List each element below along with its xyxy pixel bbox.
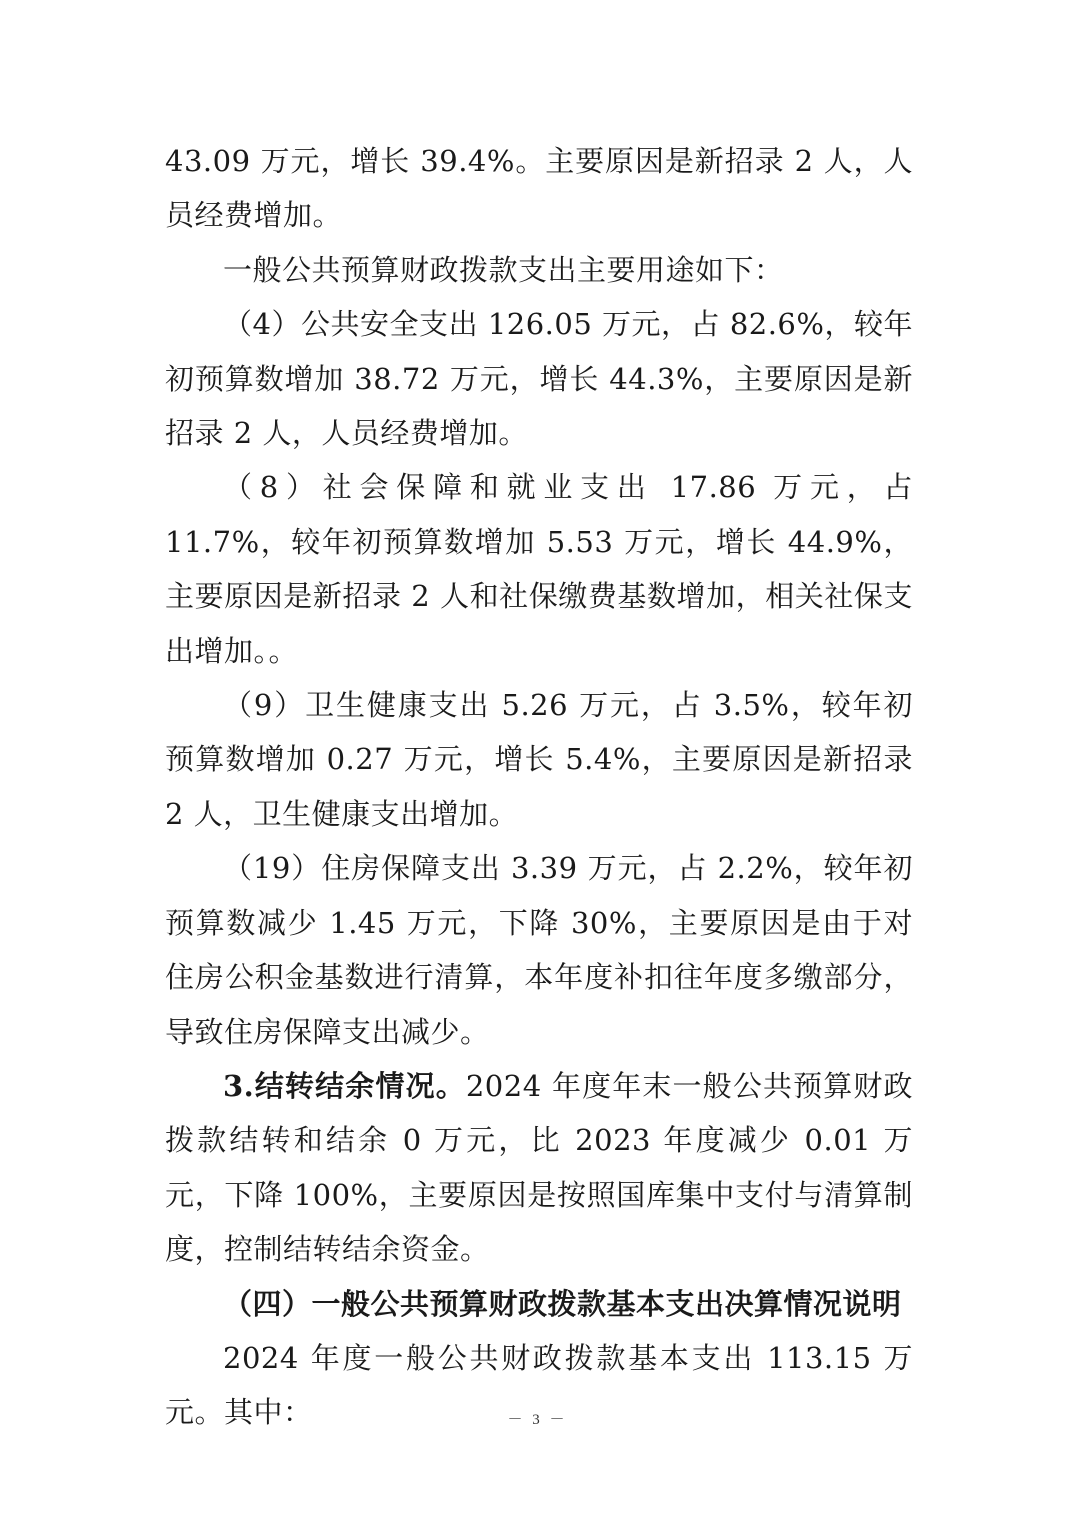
paragraph-continuation: 43.09 万元，增长 39.4%。主要原因是新招录 2 人，人员经费增加。: [165, 144, 913, 233]
paragraph-basic-expenditure: 2024 年度一般公共财政拨款基本支出 113.15 万元。其中：: [165, 1340, 913, 1430]
paragraph-housing: （19）住房保障支出 3.39 万元，占 2.2%，较年初预算数减少 1.45 万元，下降 30%，主要原因是由于对住房公积金基数进行清算，本年度补扣往年度多缴部分，导致住房保障支出减少。: [165, 851, 913, 1049]
document-body: [165, 134, 913, 1440]
section-heading: （四）一般公共预算财政拨款基本支出决算情况说明: [223, 1286, 902, 1321]
paragraph-social-security: （8）社会保障和就业支出 17.86 万元，占 11.7%，较年初预算数增加 5.53 万元，增长 44.9%，主要原因是新招录 2 人和社保缴费基数增加，相关社保支出增加。。: [165, 470, 913, 668]
page-number: － 3 －: [507, 1412, 568, 1428]
paragraph-usage-intro: 一般公共预算财政拨款支出主要用途如下：: [223, 252, 784, 287]
paragraph-public-security: （4）公共安全支出 126.05 万元，占 82.6%，较年初预算数增加 38.72 万元，增长 44.3%，主要原因是新招录 2 人，人员经费增加。: [165, 307, 913, 451]
carryover-text: 2024 年度年末一般公共预算财政拨款结转和结余 0 万元，比 2023 年度减少 0.01 万元，下降 100%，主要原因是按照国库集中支付与清算制度，控制结转结余资金。: [165, 1068, 913, 1267]
paragraph-health: （9）卫生健康支出 5.26 万元，占 3.5%，较年初预算数增加 0.27 万元，增长 5.4%，主要原因是新招录 2 人，卫生健康支出增加。: [165, 688, 913, 831]
carryover-lead: 3.结转结余情况。: [223, 1068, 466, 1103]
paragraph-carryover: [165, 1059, 913, 1277]
